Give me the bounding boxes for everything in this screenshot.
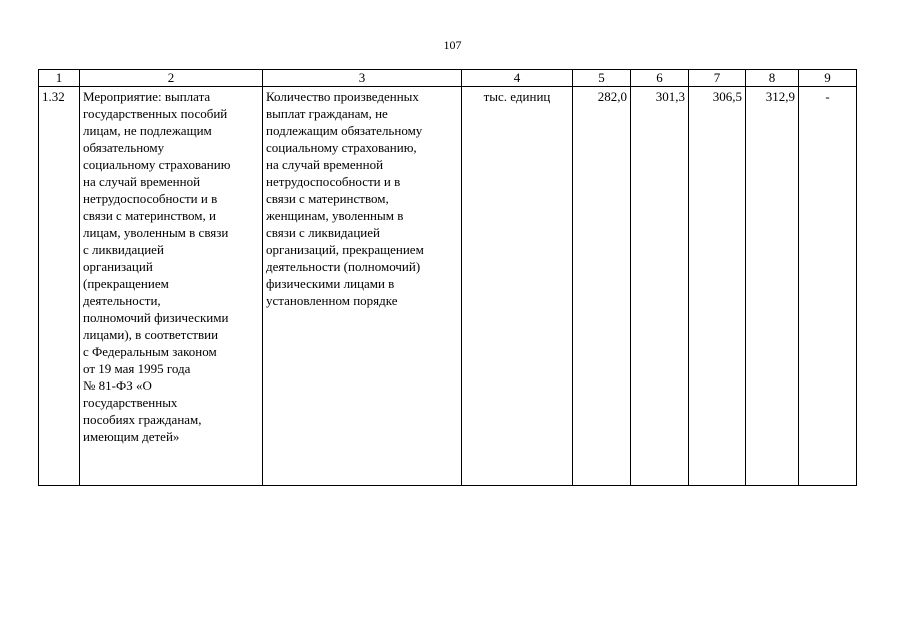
value-col-9: - <box>799 87 857 486</box>
header-col-8: 8 <box>746 70 799 87</box>
header-col-9: 9 <box>799 70 857 87</box>
row-code: 1.32 <box>39 87 80 486</box>
unit-of-measure: тыс. единиц <box>462 87 573 486</box>
header-col-2: 2 <box>80 70 263 87</box>
header-col-6: 6 <box>631 70 689 87</box>
activity-description: Мероприятие: выплата государственных пособий лицам, не подлежащим обязательному социальному страхованию на случай временной нетрудоспособности и в связи с материнством, и лицам, уволенным в связи с ликвидацией организаций (прекращением деятельности, полномочий физическими лицами), в соответствии с Федеральным законом от 19 мая 1995 года № 81-ФЗ «О государственных пособиях гражданам, имеющим детей» <box>80 87 263 486</box>
header-col-4: 4 <box>462 70 573 87</box>
header-row <box>39 70 857 87</box>
table-header <box>39 70 857 87</box>
value-col-8: 312,9 <box>746 87 799 486</box>
header-col-7: 7 <box>689 70 746 87</box>
page-number: 107 <box>443 38 462 52</box>
value-col-5: 282,0 <box>573 87 631 486</box>
header-col-5: 5 <box>573 70 631 87</box>
header-col-3: 3 <box>263 70 462 87</box>
value-col-6: 301,3 <box>631 87 689 486</box>
table-row <box>39 87 857 486</box>
indicator-description: Количество произведенных выплат гражданам, не подлежащим обязательному социальному страхованию, на случай временной нетрудоспособности и в связи с материнством, женщинам, уволенным в связи с ликвидацией организаций, прекращением деятельности (полномочий) физическими лицами в установленном порядке <box>263 87 462 486</box>
indicator-table <box>38 69 857 486</box>
value-col-7: 306,5 <box>689 87 746 486</box>
header-col-1: 1 <box>39 70 80 87</box>
